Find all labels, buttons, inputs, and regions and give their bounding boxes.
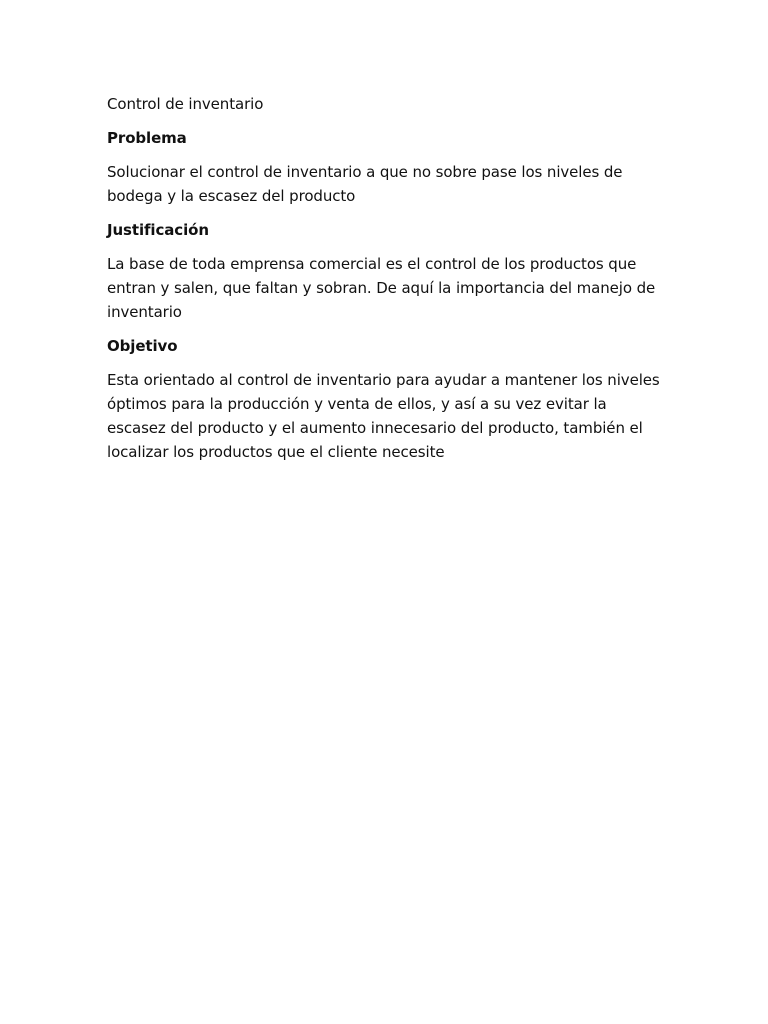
section-body-justificacion: La base de toda emprensa comercial es el control de los productos que entran y salen, que faltan y sobran. De aquí la importancia del manejo de inventario bbox=[107, 255, 656, 321]
document-content bbox=[107, 92, 667, 474]
section-justificacion bbox=[107, 218, 667, 324]
section-heading-objetivo: Objetivo bbox=[107, 337, 178, 355]
section-body-problema: Solucionar el control de inventario a que no sobre pase los niveles de bodega y la escasez del producto bbox=[107, 163, 623, 205]
section-objetivo bbox=[107, 334, 667, 464]
document-title: Control de inventario bbox=[107, 95, 264, 113]
section-heading-justificacion: Justificación bbox=[107, 221, 209, 239]
section-problema bbox=[107, 126, 667, 208]
section-body-objetivo: Esta orientado al control de inventario para ayudar a mantener los niveles óptimos para la producción y venta de ellos, y así a su vez evitar la escasez del producto y el aumento innecesario del producto, también el localizar los productos que el cliente necesite bbox=[107, 371, 660, 461]
section-heading-problema: Problema bbox=[107, 129, 187, 147]
